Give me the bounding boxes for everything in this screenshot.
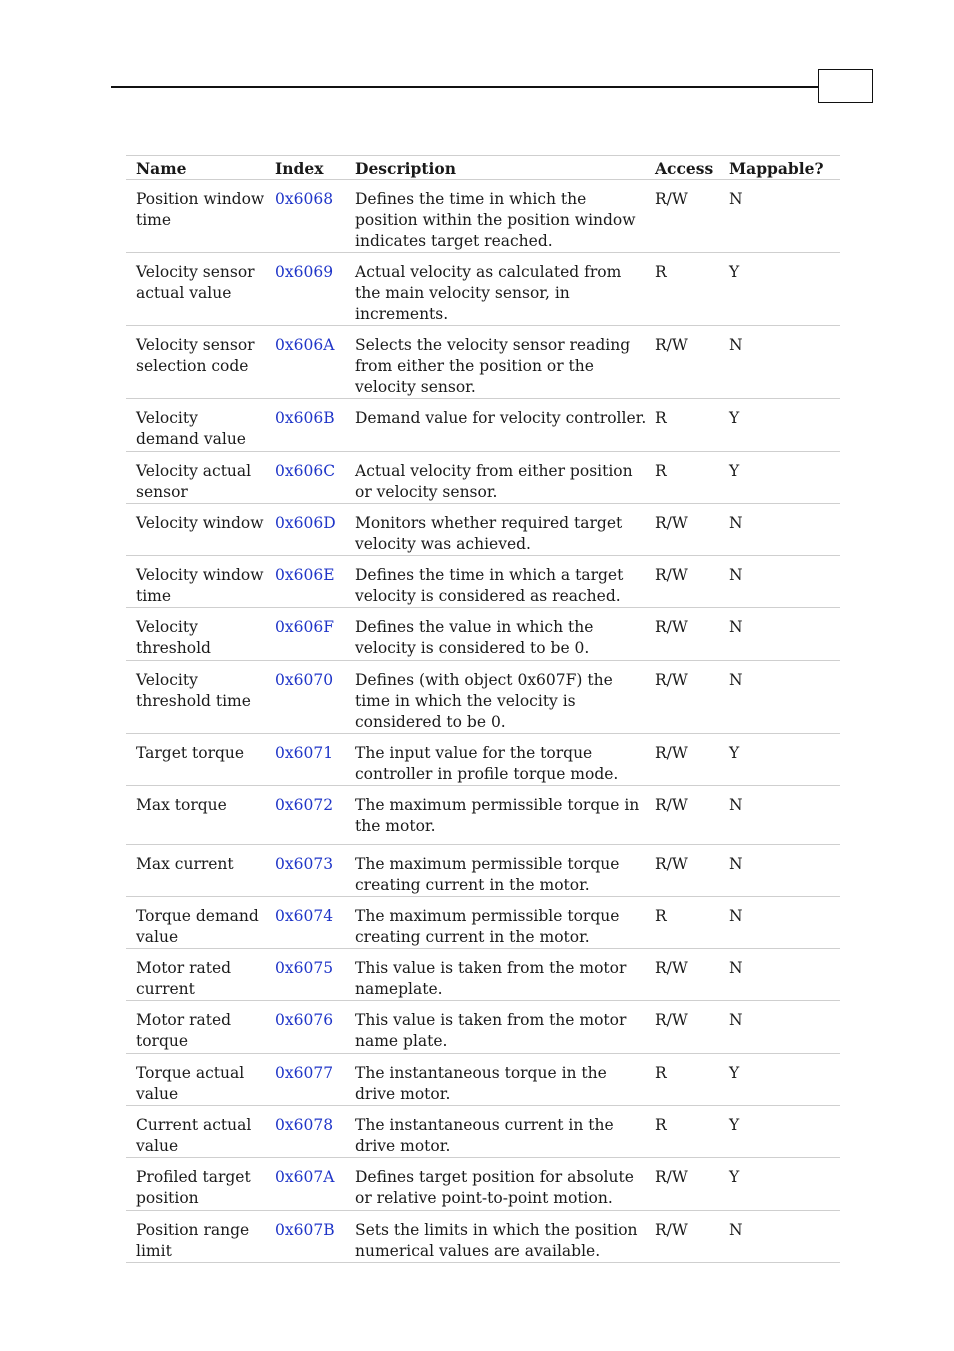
- table-row: [126, 897, 840, 949]
- object-description: Actual velocity as calculated from the main velocity sensor, in increments.: [351, 253, 651, 326]
- object-mappable: N: [723, 661, 840, 734]
- object-mappable: Y: [723, 399, 840, 452]
- object-index-link[interactable]: 0x6072: [271, 786, 351, 845]
- object-index-link[interactable]: 0x606C: [271, 452, 351, 504]
- object-description: Sets the limits in which the position numerical values are available.: [351, 1211, 651, 1263]
- object-mappable: N: [723, 949, 840, 1001]
- object-name: Position range limit: [126, 1211, 271, 1263]
- table-row: [126, 1211, 840, 1263]
- object-access: R: [651, 399, 723, 452]
- object-index-link[interactable]: 0x6071: [271, 734, 351, 786]
- object-dictionary-table: [126, 155, 840, 1263]
- object-description: The input value for the torque controller in profile torque mode.: [351, 734, 651, 786]
- object-name: Torque demand value: [126, 897, 271, 949]
- object-description: The maximum permissible torque creating current in the motor.: [351, 897, 651, 949]
- object-index-link[interactable]: 0x6078: [271, 1106, 351, 1158]
- object-name: Motor rated current: [126, 949, 271, 1001]
- object-mappable: Y: [723, 1158, 840, 1211]
- object-index-link[interactable]: 0x6076: [271, 1001, 351, 1054]
- object-description: Defines the time in which the position within the position window indicates target reached.: [351, 180, 651, 253]
- object-mappable: Y: [723, 253, 840, 326]
- object-name: Velocity sensor actual value: [126, 253, 271, 326]
- object-access: R: [651, 452, 723, 504]
- object-index-link[interactable]: 0x6075: [271, 949, 351, 1001]
- table-header-row: [126, 156, 840, 180]
- object-name: Profiled target position: [126, 1158, 271, 1211]
- object-access: R/W: [651, 1211, 723, 1263]
- table-row: [126, 504, 840, 556]
- object-description: Defines target position for absolute or relative point-to-point motion.: [351, 1158, 651, 1211]
- object-mappable: Y: [723, 1054, 840, 1106]
- object-name: Current actual value: [126, 1106, 271, 1158]
- object-mappable: N: [723, 897, 840, 949]
- table-row: [126, 734, 840, 786]
- object-index-link[interactable]: 0x606D: [271, 504, 351, 556]
- object-name: Velocity window: [126, 504, 271, 556]
- object-name: Motor rated torque: [126, 1001, 271, 1054]
- object-index-link[interactable]: 0x6069: [271, 253, 351, 326]
- object-index-link[interactable]: 0x6070: [271, 661, 351, 734]
- object-mappable: N: [723, 504, 840, 556]
- object-access: R/W: [651, 661, 723, 734]
- column-header-name: Name: [126, 156, 271, 180]
- column-header-mappable: Mappable?: [723, 156, 840, 180]
- object-access: R: [651, 1106, 723, 1158]
- object-access: R: [651, 897, 723, 949]
- object-name: Max current: [126, 845, 271, 897]
- table-row: [126, 786, 840, 845]
- object-access: R: [651, 1054, 723, 1106]
- object-name: Velocity demand value: [126, 399, 271, 452]
- object-mappable: Y: [723, 1106, 840, 1158]
- object-mappable: N: [723, 326, 840, 399]
- object-mappable: Y: [723, 452, 840, 504]
- object-mappable: N: [723, 608, 840, 661]
- object-index-link[interactable]: 0x606F: [271, 608, 351, 661]
- table-row: [126, 1054, 840, 1106]
- table-row: [126, 452, 840, 504]
- object-index-link[interactable]: 0x6073: [271, 845, 351, 897]
- object-description: Defines (with object 0x607F) the time in which the velocity is considered to be 0.: [351, 661, 651, 734]
- object-mappable: N: [723, 1001, 840, 1054]
- table-row: [126, 1158, 840, 1211]
- object-mappable: Y: [723, 734, 840, 786]
- object-description: This value is taken from the motor name plate.: [351, 1001, 651, 1054]
- object-index-link[interactable]: 0x607A: [271, 1158, 351, 1211]
- object-mappable: N: [723, 180, 840, 253]
- object-index-link[interactable]: 0x606A: [271, 326, 351, 399]
- object-name: Velocity threshold: [126, 608, 271, 661]
- table-row: [126, 661, 840, 734]
- object-description: Actual velocity from either position or velocity sensor.: [351, 452, 651, 504]
- object-name: Position window time: [126, 180, 271, 253]
- object-index-link[interactable]: 0x606B: [271, 399, 351, 452]
- object-access: R/W: [651, 734, 723, 786]
- table-row: [126, 1106, 840, 1158]
- object-index-link[interactable]: 0x6074: [271, 897, 351, 949]
- page-number-box: [818, 69, 873, 103]
- table-row: [126, 1001, 840, 1054]
- object-mappable: N: [723, 1211, 840, 1263]
- object-description: The maximum permissible torque in the motor.: [351, 786, 651, 845]
- object-name: Velocity threshold time: [126, 661, 271, 734]
- object-description: Monitors whether required target velocity was achieved.: [351, 504, 651, 556]
- table-row: [126, 399, 840, 452]
- object-access: R/W: [651, 1158, 723, 1211]
- object-access: R/W: [651, 786, 723, 845]
- table-row: [126, 949, 840, 1001]
- object-mappable: N: [723, 786, 840, 845]
- object-description: The maximum permissible torque creating current in the motor.: [351, 845, 651, 897]
- object-name: Velocity window time: [126, 556, 271, 608]
- object-name: Velocity actual sensor: [126, 452, 271, 504]
- header-rule: [111, 86, 819, 88]
- object-access: R/W: [651, 608, 723, 661]
- object-access: R/W: [651, 180, 723, 253]
- object-access: R/W: [651, 845, 723, 897]
- object-access: R/W: [651, 504, 723, 556]
- table-row: [126, 180, 840, 253]
- object-description: The instantaneous torque in the drive motor.: [351, 1054, 651, 1106]
- object-access: R/W: [651, 556, 723, 608]
- object-description: The instantaneous current in the drive motor.: [351, 1106, 651, 1158]
- table-row: [126, 845, 840, 897]
- object-index-link[interactable]: 0x607B: [271, 1211, 351, 1263]
- object-name: Target torque: [126, 734, 271, 786]
- object-description: Defines the value in which the velocity is considered to be 0.: [351, 608, 651, 661]
- object-description: Selects the velocity sensor reading from either the position or the velocity sensor.: [351, 326, 651, 399]
- object-index-link[interactable]: 0x6068: [271, 180, 351, 253]
- object-description: Demand value for velocity controller.: [351, 399, 651, 452]
- object-access: R/W: [651, 326, 723, 399]
- object-index-link[interactable]: 0x606E: [271, 556, 351, 608]
- table-row: [126, 253, 840, 326]
- object-name: Velocity sensor selection code: [126, 326, 271, 399]
- column-header-index: Index: [271, 156, 351, 180]
- object-description: Defines the time in which a target velocity is considered as reached.: [351, 556, 651, 608]
- object-mappable: N: [723, 556, 840, 608]
- object-access: R/W: [651, 1001, 723, 1054]
- table-row: [126, 608, 840, 661]
- object-mappable: N: [723, 845, 840, 897]
- object-access: R/W: [651, 949, 723, 1001]
- table-row: [126, 326, 840, 399]
- object-access: R: [651, 253, 723, 326]
- object-name: Max torque: [126, 786, 271, 845]
- object-description: This value is taken from the motor nameplate.: [351, 949, 651, 1001]
- object-index-link[interactable]: 0x6077: [271, 1054, 351, 1106]
- object-name: Torque actual value: [126, 1054, 271, 1106]
- column-header-description: Description: [351, 156, 651, 180]
- table-row: [126, 556, 840, 608]
- column-header-access: Access: [651, 156, 723, 180]
